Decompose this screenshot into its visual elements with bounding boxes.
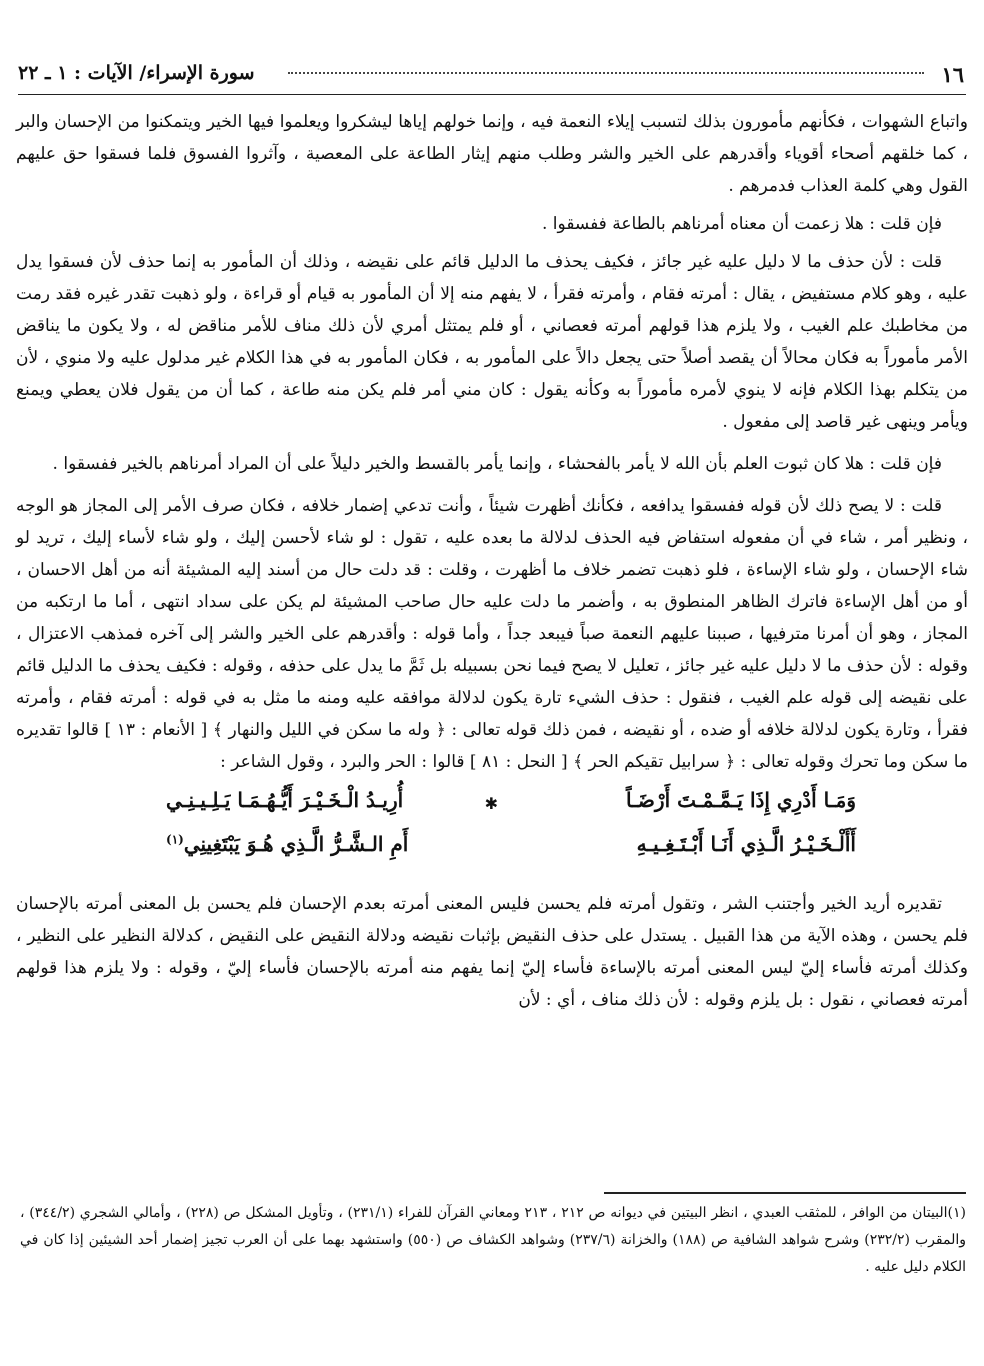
poem-hemistich-2b-text: أَمِ الـشَّـرُّ الَّـذِي هُـوَ يَبْتَغِينِي (183, 832, 409, 856)
paragraph-4: فإن قلت : هلا كان ثبوت العلم بأن الله لا يأمر بالفحشاء ، وإنما يأمر بالقسط والخير دليلاً على أن المراد أمرناهم بالخير ففسقوا . (52, 454, 942, 474)
footnote-divider (604, 1192, 966, 1194)
page-number: ١٦ (941, 62, 964, 87)
main-text (16, 106, 968, 1026)
header-dot-leader (288, 70, 924, 74)
poem-hemistich-1a: وَمَـا أَدْرِي إِذَا يَـمَّـمْـتَ أَرْضَـاً (625, 788, 856, 812)
poem-hemistich-1b: أُرِيـدُ الْـخَـيْـرَ أَيُّـهُـمَـا يَـلِـيـنِـي (166, 788, 404, 812)
surah-title: سورة الإسراء/ الآيات : ١ ـ ٢٢ (18, 62, 255, 84)
poem-hemistich-2b (166, 832, 408, 856)
poem-line-1 (16, 788, 968, 832)
paragraph-2: فإن قلت : هلا زعمت أن معناه أمرناهم بالطاعة ففسقوا . (542, 214, 942, 234)
closing-paragraph: تقديره أريد الخير وأجتنب الشر ، وتقول أمرته فلم يحسن فليس المعنى أمرته بعدم الإحسان فلم يحسن بل المعنى أمرته بالإحسان فلم يحسن ، وهذه الآية من هذا القبيل . يستدل على حذف النقيض بإثبات نقيضه ودلالة النقيض على النقيض ، كدلالة النظير على النظير ، وكذلك أمرته فأساء إليّ ليس المعنى أمرته بالإساءة فأساء إليّ إنما يفهم منه أمرته بالإحسان فأساء إليّ ، وقوله : ولا يلزم هذا قولهم أمرته فعصاني ، نقول : بل يلزم وقوله : لأن ذلك مناف ، أي : لأن (16, 894, 968, 1010)
footnote-text: (١)البيتان من الوافر ، للمثقب العبدي ، انظر البيتين في ديوانه ص ٢١٢ ، ٢١٣ ومعاني القرآن للفراء (٢٣١/١) ، وتأويل المشكل ص (٢٢٨) ، وأمالي الشجري (٣٤٤/٢) ، والمقرب (٢٣٢/٢) وشرح شواهد الشافية ص (١٨٨) والخزانة (٢٣٧/٦) وشواهد الكشاف ص (٥٥٠) واستشهد بهما على أن العرب تجيز إضمار أحد الشيئين إذا كان في الكلام دليل عليه . (20, 1205, 967, 1275)
poem-hemistich-2a: أَأَلْـخَـيْـرُ الَّـذِي أَنَـا أَبْـتَـغِـيـهِ (636, 832, 856, 856)
verse-separator-icon: ✱ (484, 794, 498, 813)
poem-line-2 (16, 832, 968, 876)
running-header (18, 58, 966, 95)
poem-verses (16, 788, 968, 876)
paragraph-1: واتباع الشهوات ، فكأنهم مأمورون بذلك لتسبب إيلاء النعمة فيه ، وإنما خولهم إياها ليشكروا ويعلموا فيها الخير ويتمكنوا من الإحسان والبر ، كما خلقهم أصحاء أقوياء وأقدرهم على الخير والشر وطلب منهم إيثار الطاعة على المعصية ، وآثروا الفسوق فلما فسقوا حق عليهم القول وهي كلمة العذاب فدمرهم . (16, 112, 968, 196)
paragraph-5: قلت : لا يصح ذلك لأن قوله ففسقوا يدافعه ، فكأنك أظهرت شيئاً ، وأنت تدعي إضمار خلافه ، فكان صرف الأمر إلى المجاز هو الوجه ، ونظير أمر ، شاء في أن مفعوله استفاض فيه الحذف لدلالة ما بعده عليه ، تقول : لو شاء لأحسن إليك ، ولو شاء لأساء إليك ، تريد لو شاء الإحسان ، ولو شاء الإساءة ، فلو ذهبت تضمر خلاف ما أظهرت ، وقلت : قد دلت حال من أسند إليه المشيئة أنه من أهل الاحسان ، أو من أهل الإساءة فاترك الظاهر المنطوق به ، وأضمر ما دلت عليه حال صاحب المشيئة لم يكن على سداد انتهى ، أما ما ارتكبه من المجاز ، وهو أن أمرنا مترفيها ، صببنا عليهم النعمة صباً فيبعد جداً ، وأما قوله : وأقدرهم على الخير والشر إلى آخره فمذهب الاعتزال ، وقوله : لأن حذف ما لا دليل عليه غير جائز ، تعليل لا يصح فيما نحن بسبيله بل ثَمَّ ما يدل على حذفه ، وقوله : فكيف يحذف ما الدليل قائم على نقيضه إلى قوله علم الغيب ، فنقول : حذف الشيء تارة يكون لدلالة موافقه عليه ومنه ما مثل به في قوله : أمرته فقام ، وأمرته فقرأ ، وتارة يكون لدلالة خلافه أو ضده ، أو نقيضه ، فمن ذلك قوله تعالى : ﴿ وله ما سكن في الليل والنهار ﴾ [ الأنعام : ١٣ ] قالوا تقديره ما سكن وما تحرك وقوله تعالى : ﴿ سرابيل تقيكم الحر ﴾ [ النحل : ٨١ ] قالوا : الحر والبرد ، وقول الشاعر : (16, 496, 969, 772)
paragraph-3: قلت : لأن حذف ما لا دليل عليه غير جائز ، فكيف يحذف ما الدليل قائم على نقيضه ، وذلك أن المأمور به إنما حذف لأن فسقوا يدل عليه ، وهو كلام مستفيض ، يقال : أمرته فقام ، وأمرته فقرأ ، لا يفهم منه إلا أن المأمور به قيام أو قراءة ، ولو ذهبت تقدر غيره فقد رمت من مخاطبك علم الغيب ، ولا يلزم هذا قولهم أمرته فعصاني ، أو فلم يمتثل أمري لأن ذلك مناف للأمر مناقض له ، ولا يكون ما يناقض الأمر مأموراً به فكان محالاً أن يقصد أصلاً حتى يجعل دالاً على المأمور به ، فكان المأمور به في هذا الكلام غير مدلول عليه ولا منوي ، لأن من يتكلم بهذا الكلام فإنه لا ينوي لأمره مأموراً به وكأنه يقول : كان مني أمر فلم يكن منه طاعة ، كما أن من يقول فلان يعطي ويمنع ويأمر وينهى غير قاصد إلى مفعول . (16, 252, 968, 432)
footnote-marker: (١) (166, 832, 184, 847)
